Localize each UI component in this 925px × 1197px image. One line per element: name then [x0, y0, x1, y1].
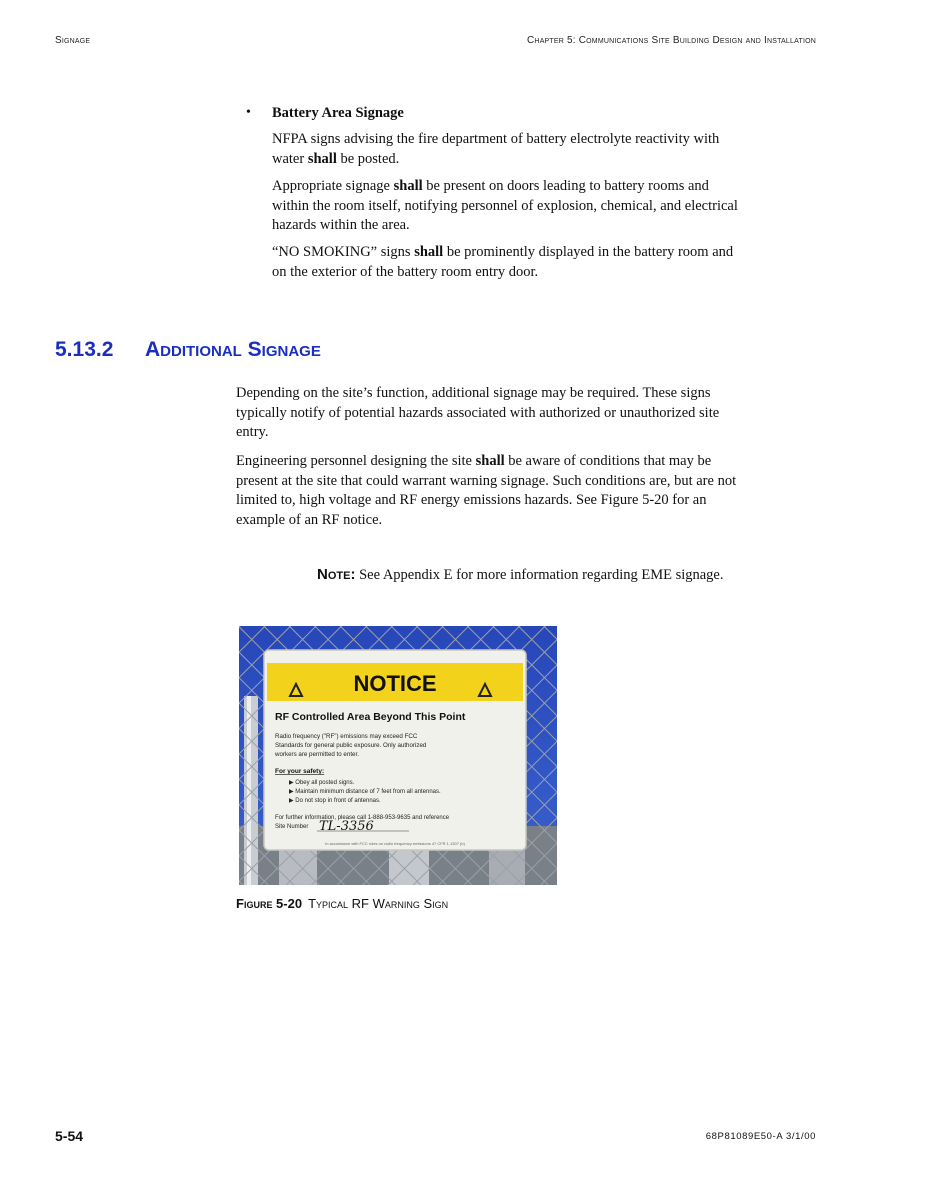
body-paragraph-2: Engineering personnel designing the site shall be aware of conditions that may be present at the site that could warrant warning signage. Such conditions are, but are not limited to, high voltage and RF energy emissions hazards. See Figure 5-20 for an example of an RF notice.	[236, 453, 737, 528]
battery-paragraph-1: NFPA signs advising the fire department of battery electrolyte reactivity with water shall be posted.	[272, 131, 720, 167]
section-heading	[55, 338, 321, 362]
page-number: 5-54	[55, 1128, 84, 1144]
svg-text:▶ Maintain minimum distance of: ▶ Maintain minimum distance of 7 feet from all antennas.	[289, 789, 441, 795]
battery-signage-title: Battery Area Signage	[272, 105, 404, 121]
body-paragraph-1: Depending on the site’s function, additional signage may be required. These signs typically notify of potential hazards associated with authorized or unauthorized site entry.	[236, 385, 720, 440]
svg-text:For further information, pleas: For further information, please call 1-888-953-9635 and reference	[275, 815, 450, 821]
svg-text:▶ Do not stop in front of ante: ▶ Do not stop in front of antennas.	[289, 798, 381, 804]
sign-subtitle: RF Controlled Area Beyond This Point	[275, 711, 466, 723]
note-label: Note:	[317, 566, 356, 583]
svg-text:Standards for general public e: Standards for general public exposure. Only authorized	[275, 742, 427, 749]
figure-caption-text: Typical RF Warning Sign	[308, 896, 449, 911]
note	[317, 566, 724, 584]
figure-caption	[236, 896, 448, 911]
battery-paragraph-3: “NO SMOKING” signs shall be prominently displayed in the battery room and on the exterior of the battery room entry door.	[272, 244, 734, 280]
section-number: 5.13.2	[55, 338, 114, 361]
svg-text:For your safety:: For your safety:	[275, 768, 325, 775]
svg-text:workers are permitted to enter: workers are permitted to enter.	[275, 751, 359, 758]
section-title: Additional Signage	[145, 338, 321, 361]
document-id: 68P81089E50-A 3/1/00	[705, 1131, 816, 1142]
handwritten-site-number: TL-3356	[319, 819, 374, 834]
bullet-icon: •	[246, 105, 251, 120]
svg-text:▶ Obey all posted signs.: ▶ Obey all posted signs.	[289, 780, 355, 786]
rf-warning-sign-photo	[239, 626, 557, 885]
sign-photo-illustration	[239, 626, 557, 885]
svg-text:In accordance with FCC rules o: In accordance with FCC rules on radio frequency emissions 47 CFR 1.1307 (b)	[325, 841, 465, 846]
note-text: See Appendix E for more information regarding EME signage.	[359, 567, 724, 583]
sign-header-text: NOTICE	[353, 671, 437, 696]
running-header-left: Signage	[55, 35, 91, 46]
svg-text:Radio frequency ("RF") emissio: Radio frequency ("RF") emissions may exceed FCC	[275, 733, 418, 740]
svg-text:Site Number: Site Number	[275, 824, 309, 830]
figure-label: Figure 5-20	[236, 896, 303, 911]
battery-paragraph-2: Appropriate signage shall be present on doors leading to battery rooms and within the room itself, notifying personnel of explosion, chemical, and electrical hazards within the area.	[272, 178, 738, 233]
running-header-right: Chapter 5: Communications Site Building Design and Installation	[527, 35, 816, 46]
